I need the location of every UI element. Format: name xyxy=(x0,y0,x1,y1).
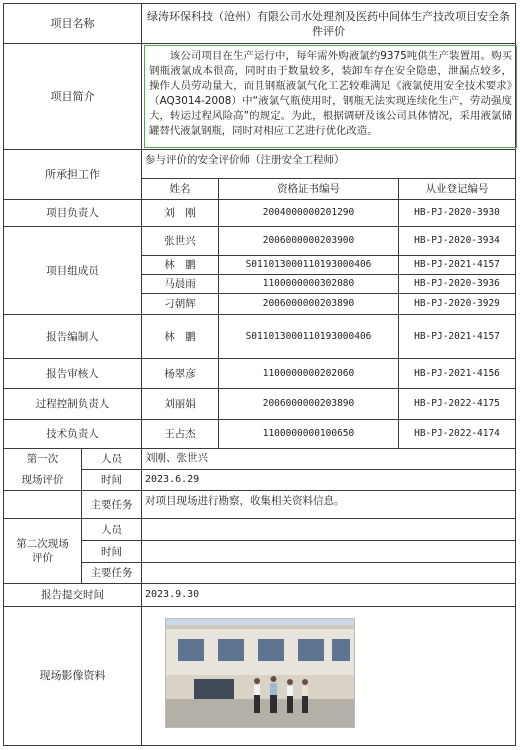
visit2-time xyxy=(142,541,515,562)
visit2-label-line2: 评价 xyxy=(32,552,53,564)
person-reg: HB-PJ-2020-3929 xyxy=(414,298,500,309)
person-name: 刁朝辉 xyxy=(164,298,196,310)
site-photo-image xyxy=(166,619,354,727)
person-cert: S011013000110193000406 xyxy=(245,330,372,342)
visit1-time: 2023.6.29 xyxy=(145,474,200,485)
person-name: 林 鹏 xyxy=(164,330,196,343)
person-cert: 1100000000202060 xyxy=(262,367,355,379)
person-reg: HB-PJ-2021-4156 xyxy=(414,367,500,379)
project-name-value: 绿涛环保科技（沧州）有限公司水处理剂及医药中间体生产技改项目安全条件评价 xyxy=(147,9,510,38)
visit2-staff xyxy=(142,519,515,540)
grid-line xyxy=(3,745,516,746)
person-reg: HB-PJ-2020-3930 xyxy=(414,207,500,218)
role-label: 报告编制人 xyxy=(46,330,99,343)
role-label: 项目组成员 xyxy=(46,264,99,277)
project-name-label: 项目名称 xyxy=(50,16,95,30)
role-label: 项目负责人 xyxy=(46,207,99,219)
person-reg: HB-PJ-2020-3936 xyxy=(414,278,500,289)
site-photo xyxy=(165,618,355,728)
column-header-name: 姓名 xyxy=(169,183,191,195)
role-label: 报告审核人 xyxy=(46,367,99,380)
visit2-task-label: 主要任务 xyxy=(90,567,133,579)
visit1-staff-label: 人员 xyxy=(101,453,122,465)
photo-label: 现场影像资料 xyxy=(39,669,106,682)
person-cert: 1100000000302080 xyxy=(262,278,355,289)
report-time: 2023.9.30 xyxy=(145,589,200,600)
person-name: 刘 刚 xyxy=(164,207,196,219)
person-cert: 2004000000201290 xyxy=(262,207,355,218)
person-cert: 1100000000100650 xyxy=(262,428,355,439)
role-label: 技术负责人 xyxy=(46,428,99,440)
visit1-time-label: 时间 xyxy=(101,474,122,486)
person-reg: HB-PJ-2022-4175 xyxy=(414,398,500,409)
person-name: 刘丽娟 xyxy=(164,398,196,410)
person-reg: HB-PJ-2021-4157 xyxy=(414,259,500,270)
visit1-task-label: 主要任务 xyxy=(90,498,133,511)
person-name: 杨翠彦 xyxy=(164,367,196,380)
person-reg: HB-PJ-2022-4174 xyxy=(414,428,500,439)
project-intro-text: 该公司项目在生产运行中，每年需外购液氯约9375吨供生产装置用。购买钢瓶液氯成本很高，同时由于数量较多，装卸车存在安全隐患，泄漏点较多，操作人员劳动量大，而且钢瓶液氯气化工艺较难满足《液氯使用安全技术要求》（AQ3014-2008）中“液氯气瓶使用时，钢瓶无法实现连续化生产，劳动强度大，转运过程风险高”的规定。为此，根据调研及该公司具体情况，采用液氯储罐替代液氯钢瓶，同时对相应工艺进行优化改造。 xyxy=(144,45,517,148)
visit2-staff-label: 人员 xyxy=(101,523,122,536)
participants-heading: 参与评价的安全评价师（注册安全工程师） xyxy=(145,154,345,166)
visit1-label-line1: 第一次 xyxy=(26,453,59,465)
visit2-label xyxy=(4,519,81,583)
visit2-label-line1: 第二次现场 xyxy=(16,538,69,550)
column-header-cert: 资格证书编号 xyxy=(277,183,340,195)
visit1-label-line2: 现场评价 xyxy=(21,474,64,486)
visit2-task xyxy=(142,563,515,583)
visit2-time-label: 时间 xyxy=(101,545,122,558)
role-label: 过程控制负责人 xyxy=(35,398,110,410)
person-name: 林 鹏 xyxy=(164,259,196,271)
person-cert: S011013000110193000406 xyxy=(245,259,372,270)
report-time-label: 报告提交时间 xyxy=(41,589,104,601)
person-cert: 2006000000203890 xyxy=(262,398,355,409)
project-intro-label: 项目简介 xyxy=(50,89,95,103)
work-label: 所承担工作 xyxy=(45,167,100,181)
person-name: 张世兴 xyxy=(164,235,196,247)
person-reg: HB-PJ-2020-3934 xyxy=(414,235,500,246)
person-cert: 2006000000203890 xyxy=(262,298,355,309)
column-header-reg: 从业登记编号 xyxy=(425,183,489,195)
visit1-staff: 刘刚、张世兴 xyxy=(145,452,208,464)
person-name: 王占杰 xyxy=(164,428,196,440)
person-name: 马晨雨 xyxy=(164,278,196,290)
visit1-task: 对项目现场进行勘察，收集相关资料信息。 xyxy=(145,495,345,507)
person-reg: HB-PJ-2021-4157 xyxy=(414,330,500,342)
person-cert: 2006000000203900 xyxy=(262,235,355,246)
